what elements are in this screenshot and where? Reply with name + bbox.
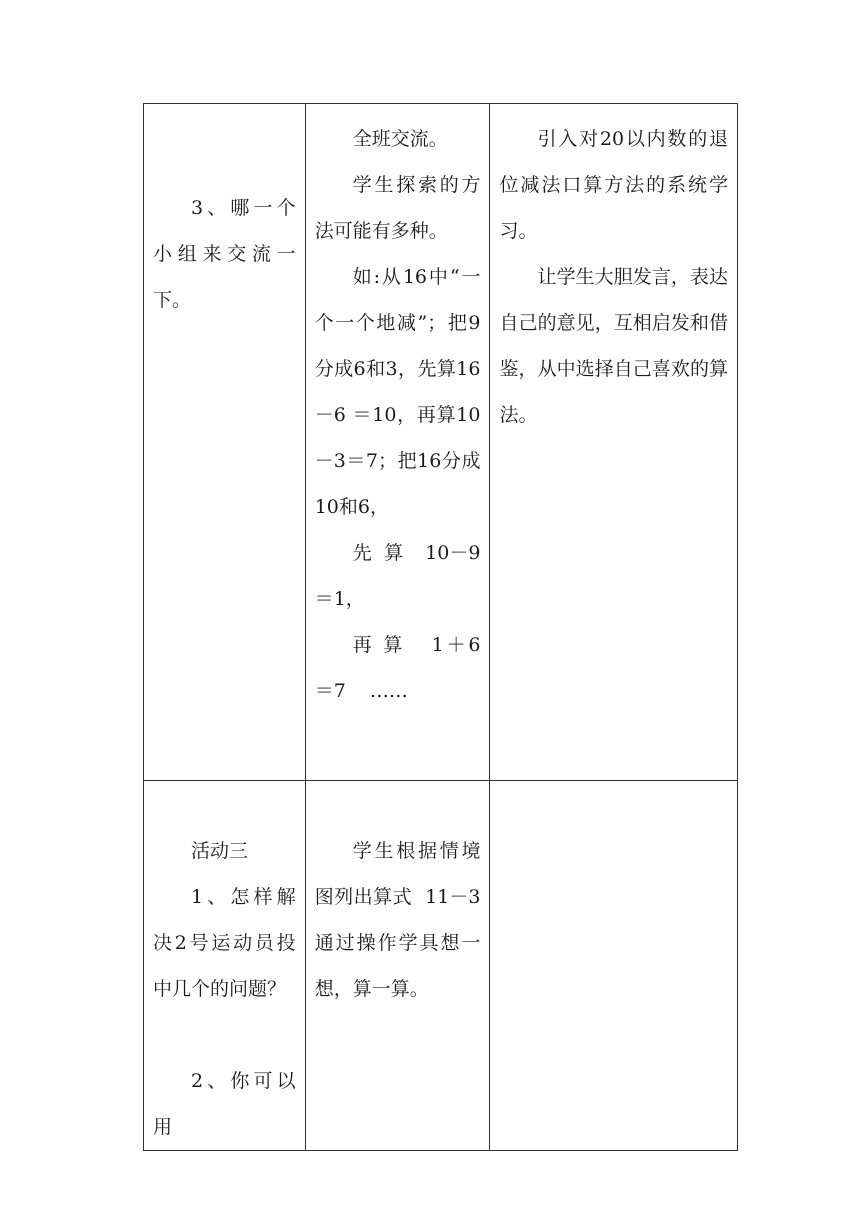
table-row xyxy=(144,104,738,781)
student-text: 全班交流。 xyxy=(352,128,448,150)
lesson-plan-table xyxy=(143,103,738,1151)
student-text: 学生根据情境图列出算式 11－3 通过操作学具想一想，算一算。 xyxy=(314,840,499,1000)
teacher-question: 2、你可以用 xyxy=(153,1070,296,1138)
table-row xyxy=(144,781,738,1151)
student-text: 先 算 10－9 ＝1， xyxy=(314,542,487,610)
intent-text: 让学生大胆发言，表达自己的意见，互相启发和借鉴，从中选择自己喜欢的算法。 xyxy=(499,266,728,426)
activity-heading: 活动三 xyxy=(191,840,249,862)
design-intent-cell xyxy=(490,781,738,1151)
intent-text: 引入对20以内数的退位减法口算方法的系统学习。 xyxy=(499,128,728,242)
student-text: 学生探索的方法可能有多种。 xyxy=(314,174,481,242)
teacher-activity-cell xyxy=(144,104,306,781)
student-text: 如:从16中“一个一个地减”；把9分成6和3，先算16－6 ＝10，再算10－3＝7；把16分成10和6， xyxy=(314,266,481,518)
student-text: 再 算 1＋6 ＝7 …… xyxy=(314,634,487,702)
design-intent-cell xyxy=(490,104,738,781)
teacher-activity-cell xyxy=(144,781,306,1151)
teacher-question: 3、哪一个小组来交流一下。 xyxy=(153,197,296,311)
student-activity-cell xyxy=(305,781,499,1151)
teacher-question: 1、怎样解决2号运动员投中几个的问题？ xyxy=(153,886,296,1000)
student-activity-cell xyxy=(305,104,490,781)
